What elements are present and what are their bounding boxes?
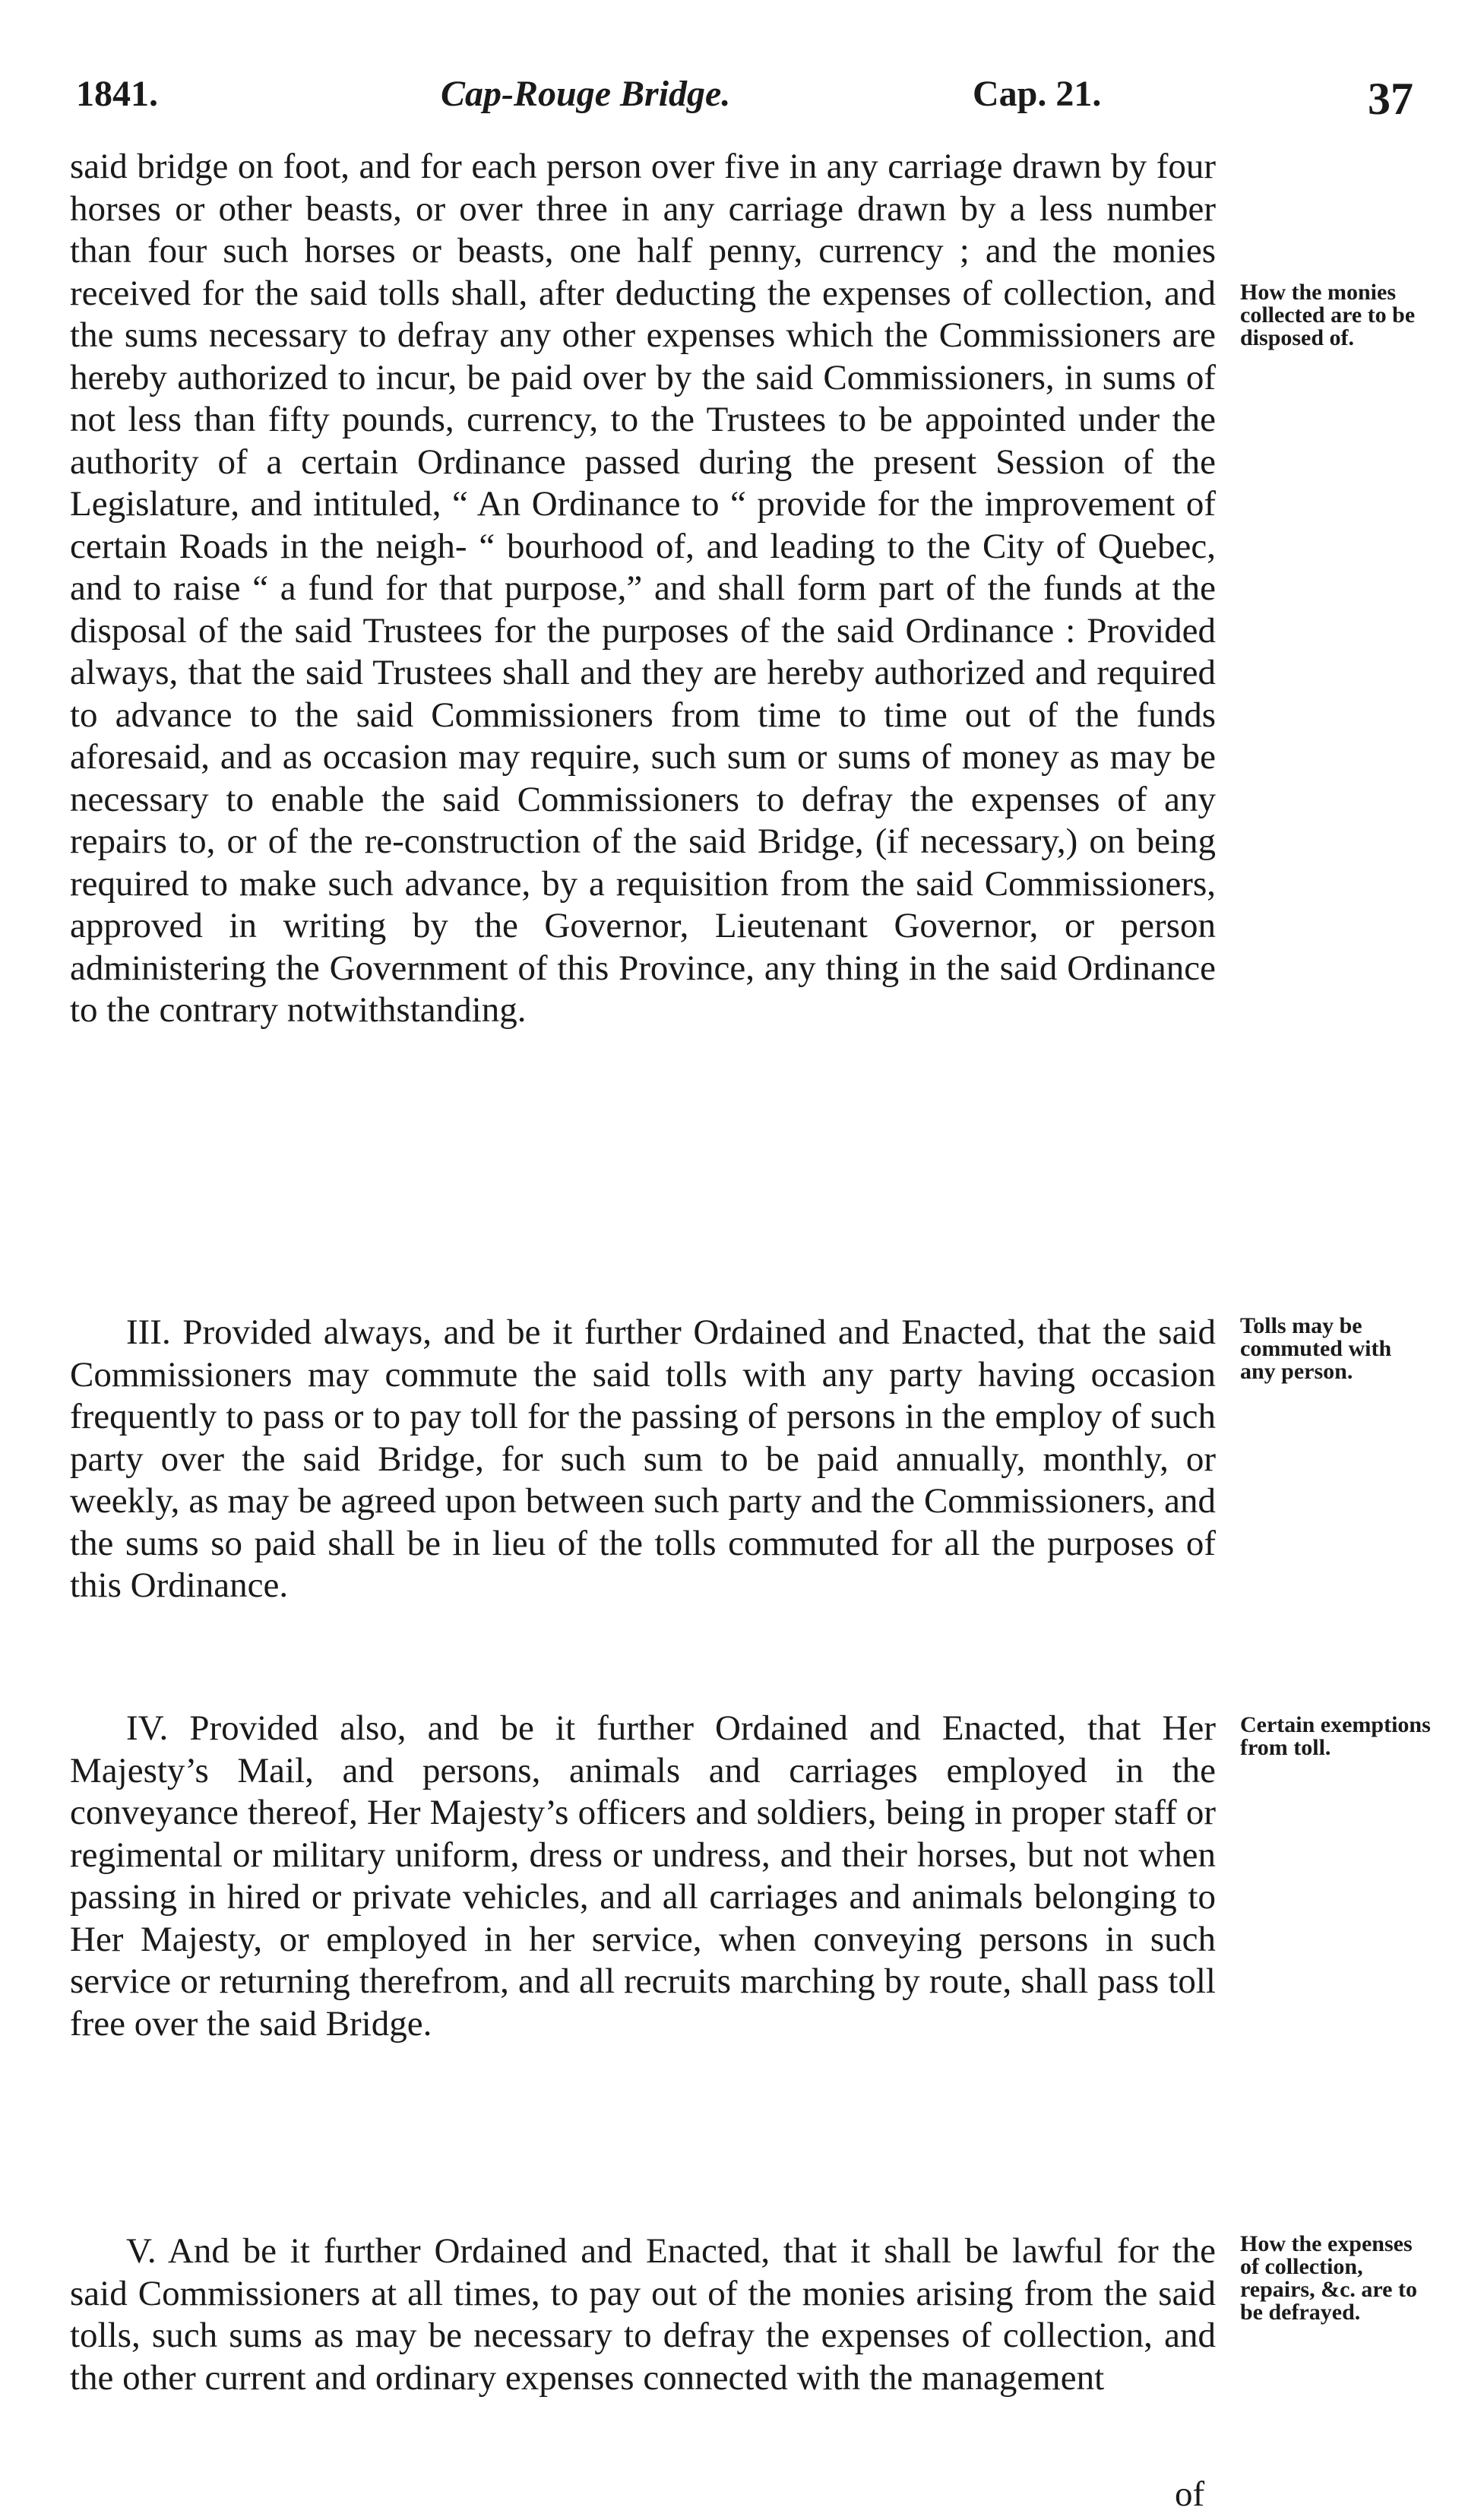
section-iv [70,1708,1216,2045]
header-chapter: Cap. 21. [973,74,1102,114]
catchword: of [1175,2474,1205,2514]
section-v-text: V. And be it further Ordained and Enacted, that it shall be lawful for the said Commissioners at all times, to pay out of the monies arising from the said tolls, such sums as may be necessary to defray the expenses of collection, and the other current and ordinary expenses connected with the management [70,2231,1216,2398]
section-iii-text: III. Provided always, and be it further Ordained and Enacted, that the said Commissioners may commute the said tolls with any party having occasion frequently to pass or to pay toll for the passing of persons in the employ of such party over the said Bridge, for such sum to be paid annually, monthly, or weekly, as may be agreed upon between such party and the Commissioners, and the sums so paid shall be in lieu of the tolls commuted for all the purposes of this Ordinance. [70,1312,1216,1605]
header-title: Cap-Rouge Bridge. [441,74,731,114]
continuation-paragraph [70,146,1216,1032]
running-head [76,73,1413,126]
header-year: 1841. [76,74,158,114]
section-iii [70,1312,1216,1607]
section-v [70,2230,1216,2399]
marginal-note-monies-disposal: How the monies collected are to be disposed of. [1240,280,1416,350]
page-number: 37 [1368,74,1413,124]
marginal-note-exemptions: Certain exemptions from toll. [1240,1712,1431,1760]
paragraph-text: said bridge on foot, and for each person over five in any carriage drawn by four horses or other beasts, or over three in any carriage drawn by a less number than four such horses or beasts, one half penny, currency ; and the monies received for the said tolls shall, after deducting the expenses of collection, and the sums necessary to defray any other expenses which the Commissioners are hereby authorized to incur, be paid over by the said Commissioners, in sums of not less than fifty pounds, currency, to the Trustees to be appointed under the authority of a certain Ordinance passed during the present Session of the Legislature, and intituled, “ An Ordinance to “ provide for the improvement of certain Roads in the neigh- “ bourhood of, and leading to the City of Quebec, and to raise “ a fund for that purpose,” and shall form part of the funds at the disposal of the said Trustees for the purposes of the said Ordinance : Provided always, that the said Trustees shall and they are hereby authorized and required to advance to the said Commissioners from time to time out of the funds aforesaid, and as occasion may require, such sum or sums of money as may be necessary to enable the said Commissioners to defray the expenses of any repairs to, or of the re-construction of the said Bridge, (if necessary,) on being required to make such advance, by a requisition from the said Commissioners, approved in writing by the Governor, Lieutenant Governor, or person administering the Government of this Province, any thing in the said Ordinance to the contrary notwithstanding. [70,147,1216,1030]
section-iv-text: IV. Provided also, and be it further Ordained and Enacted, that Her Majesty’s Mail, and persons, animals and carriages employed in the conveyance thereof, Her Majesty’s officers and soldiers, being in proper staff or regimental or military uniform, dress or undress, and their horses, but not when passing in hired or private vehicles, and all carriages and animals belonging to Her Majesty, or employed in her service, when conveying persons in such service or returning therefrom, and all recruits marching by route, shall pass toll free over the said Bridge. [70,1708,1216,2044]
marginal-note-expenses: How the expenses of collection, repairs, &c. are to be defrayed. [1240,2231,1417,2325]
marginal-note-tolls-commuted: Tolls may be commuted with any person. [1240,1313,1392,1384]
